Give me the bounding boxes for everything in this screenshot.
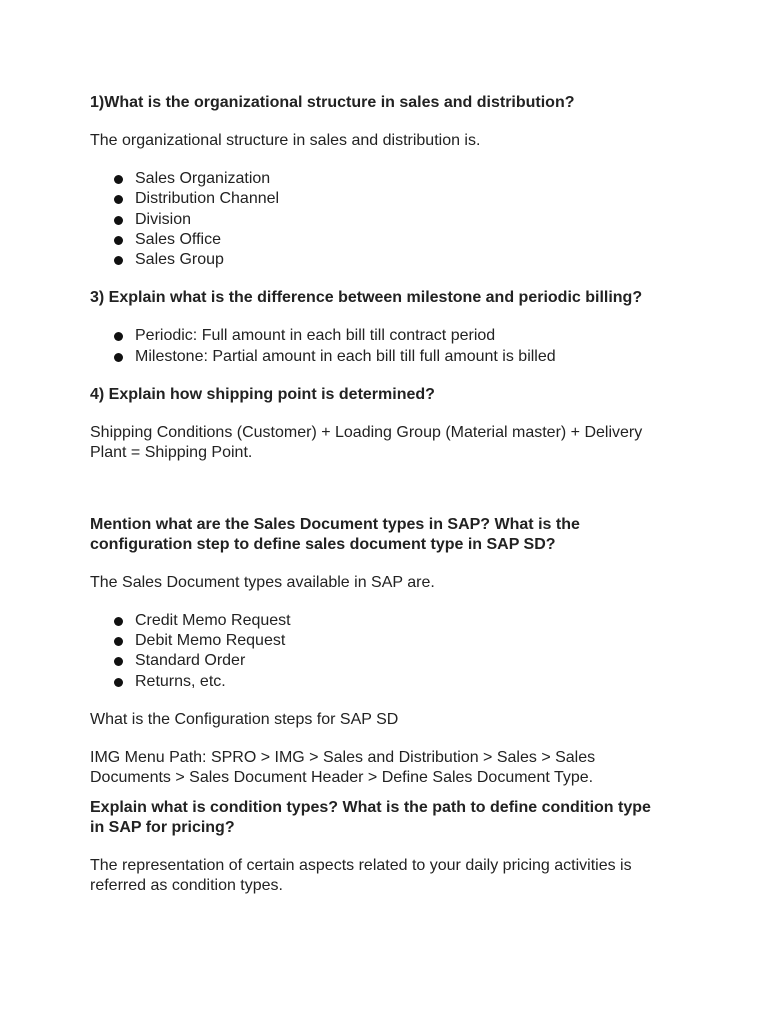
document-page <box>90 93 690 896</box>
bullet-icon <box>114 637 123 646</box>
list-item: Credit Memo Request <box>90 611 690 631</box>
list-item: Milestone: Partial amount in each bill till full amount is billed <box>90 347 690 367</box>
q5-list <box>90 611 690 692</box>
list-item: Distribution Channel <box>90 189 690 209</box>
list-item: Standard Order <box>90 651 690 671</box>
list-item: Periodic: Full amount in each bill till contract period <box>90 326 690 346</box>
q5-intro: The Sales Document types available in SAP are. <box>90 573 435 591</box>
bullet-icon <box>114 617 123 626</box>
q4-heading: 4) Explain how shipping point is determined? <box>90 385 435 403</box>
q3-heading: 3) Explain what is the difference between milestone and periodic billing? <box>90 289 643 307</box>
config-question: What is the Configuration steps for SAP SD <box>90 710 399 728</box>
list-item: Returns, etc. <box>90 672 690 692</box>
list-item: Debit Memo Request <box>90 631 690 651</box>
bullet-icon <box>114 332 123 341</box>
bullet-icon <box>114 236 123 245</box>
bullet-icon <box>114 657 123 666</box>
bullet-icon <box>114 678 123 687</box>
list-item: Sales Office <box>90 230 690 250</box>
bullet-icon <box>114 353 123 362</box>
q6-answer: The representation of certain aspects related to your daily pricing activities is referred as condition types. <box>90 856 632 894</box>
list-item: Sales Organization <box>90 169 690 189</box>
list-item: Division <box>90 210 690 230</box>
bullet-icon <box>114 256 123 265</box>
q1-list <box>90 169 690 270</box>
q1-intro: The organizational structure in sales and distribution is. <box>90 132 481 149</box>
q3-list <box>90 326 690 367</box>
bullet-icon <box>114 216 123 225</box>
config-path: IMG Menu Path: SPRO > IMG > Sales and Distribution > Sales > Sales Documents > Sales Document Header > Define Sales Document Type. <box>90 748 596 786</box>
q6-heading: Explain what is condition types? What is the path to define condition type in SAP for pricing? <box>90 798 651 836</box>
q4-answer: Shipping Conditions (Customer) + Loading Group (Material master) + Delivery Plant = Shipping Point. <box>90 423 643 461</box>
bullet-icon <box>114 195 123 204</box>
list-item: Sales Group <box>90 250 690 270</box>
bullet-icon <box>114 175 123 184</box>
q5-heading: Mention what are the Sales Document types in SAP? What is the configuration step to define sales document type in SAP SD? <box>90 515 580 553</box>
q1-heading: 1)What is the organizational structure in sales and distribution? <box>90 94 575 111</box>
